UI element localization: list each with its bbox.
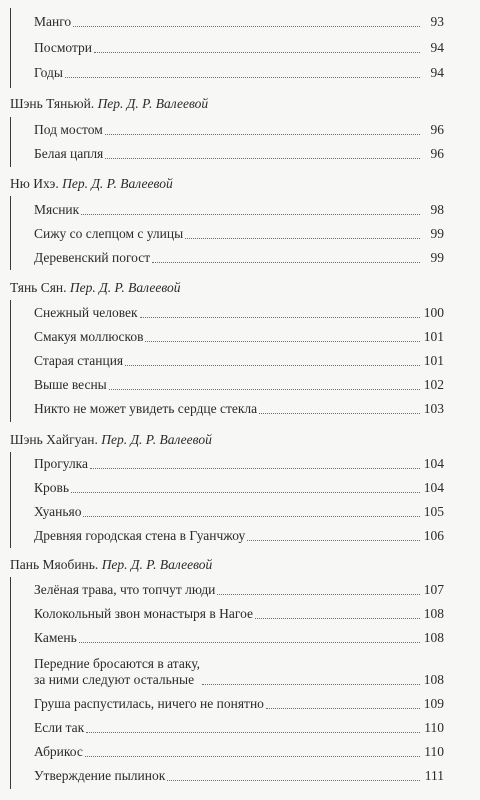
- dot-leader: [83, 516, 420, 517]
- entry-page: 96: [430, 146, 444, 161]
- entry-title: Если так: [34, 720, 85, 735]
- entry-page: 105: [423, 504, 444, 519]
- toc-entry[interactable]: [34, 14, 444, 30]
- entry-title: Древняя городская стена в Гуанчжоу: [34, 528, 246, 543]
- toc-entry[interactable]: [34, 696, 444, 712]
- dot-leader: [125, 365, 420, 366]
- dot-leader: [86, 732, 420, 733]
- toc-entry[interactable]: [34, 65, 444, 81]
- toc-entry[interactable]: [34, 504, 444, 520]
- dot-leader: [94, 52, 420, 53]
- section-rule: [10, 117, 11, 167]
- entry-page: 111: [424, 768, 444, 783]
- toc-entry[interactable]: [34, 122, 444, 138]
- dot-leader: [85, 756, 420, 757]
- dot-leader: [71, 492, 420, 493]
- author-heading: [10, 96, 208, 112]
- entry-title-line-2: за ними следуют остальные: [34, 672, 195, 687]
- entry-title: Колокольный звон монастыря в Нагое: [34, 606, 253, 621]
- translator: Пер. Д. Р. Валеевой: [101, 432, 212, 447]
- entry-page: 106: [423, 528, 444, 543]
- dot-leader: [65, 77, 420, 78]
- entry-title: Старая станция: [34, 353, 124, 368]
- dot-leader: [217, 594, 420, 595]
- toc-entry[interactable]: [34, 305, 444, 321]
- entry-page: 101: [423, 329, 444, 344]
- dot-leader: [81, 214, 420, 215]
- author-name: Тянь Сян.: [10, 280, 67, 295]
- toc-entry[interactable]: [34, 720, 444, 736]
- entry-title-line-1: Передние бросаются в атаку,: [34, 656, 200, 671]
- toc-entry[interactable]: [34, 353, 444, 369]
- author-heading: [10, 280, 181, 296]
- entry-page: 108: [423, 630, 444, 645]
- entry-page: 101: [423, 353, 444, 368]
- entry-page: 93: [430, 14, 444, 29]
- toc-entry[interactable]: [34, 582, 444, 598]
- entry-page: 108: [423, 672, 444, 687]
- author-heading: [10, 432, 212, 448]
- dot-leader: [247, 540, 420, 541]
- entry-title: Белая цапля: [34, 146, 104, 161]
- entry-title: Абрикос: [34, 744, 83, 759]
- entry-title: Никто не может увидеть сердце стекла: [34, 401, 258, 416]
- entry-page: 94: [430, 40, 444, 55]
- entry-page: 108: [423, 606, 444, 621]
- dot-leader: [109, 389, 420, 390]
- dot-leader: [145, 341, 420, 342]
- section-rule: [10, 196, 11, 270]
- toc-entry[interactable]: [34, 250, 444, 266]
- toc-entry[interactable]: [34, 377, 444, 393]
- entry-page: 100: [423, 305, 444, 320]
- toc-entry[interactable]: [34, 528, 444, 544]
- entry-page: 110: [424, 744, 444, 759]
- entry-page: 98: [430, 202, 444, 217]
- entry-title: [34, 656, 200, 688]
- entry-title: Годы: [34, 65, 63, 80]
- section-rule: [10, 300, 11, 422]
- entry-page: 104: [423, 480, 444, 495]
- entry-page: 94: [430, 65, 444, 80]
- dot-leader: [255, 618, 420, 619]
- dot-leader: [259, 413, 420, 414]
- section-rule: [10, 8, 11, 88]
- entry-page: 99: [430, 226, 444, 241]
- toc-entry[interactable]: [34, 226, 444, 242]
- author-name: Пань Мяобинь.: [10, 557, 99, 572]
- entry-title: Деревенский погост: [34, 250, 151, 265]
- entry-page: 104: [423, 456, 444, 471]
- dot-leader: [90, 468, 420, 469]
- toc-entry-multiline[interactable]: [34, 656, 444, 688]
- dot-leader: [140, 317, 420, 318]
- entry-title: Мясник: [34, 202, 80, 217]
- dot-leader: [185, 238, 420, 239]
- entry-page: 102: [423, 377, 444, 392]
- entry-title: Зелёная трава, что топчут люди: [34, 582, 216, 597]
- author-name: Ню Ихэ.: [10, 176, 59, 191]
- translator: Пер. Д. Р. Валеевой: [97, 96, 209, 111]
- dot-leader: [105, 158, 420, 159]
- toc-entry[interactable]: [34, 40, 444, 56]
- author-name: Шэнь Тяньюй.: [10, 96, 95, 111]
- entry-title: Груша распустилась, ничего не понятно: [34, 696, 264, 711]
- toc-entry[interactable]: [34, 146, 444, 162]
- section-rule: [10, 577, 11, 789]
- entry-title: Камень: [34, 630, 77, 645]
- toc-entry[interactable]: [34, 329, 444, 345]
- entry-title: Утверждение пылинок: [34, 768, 166, 783]
- entry-page: 107: [423, 582, 444, 597]
- toc-entry[interactable]: [34, 606, 444, 622]
- toc-entry[interactable]: [34, 401, 444, 417]
- section-rule: [10, 452, 11, 548]
- toc-entry[interactable]: [34, 744, 444, 760]
- toc-entry[interactable]: [34, 456, 444, 472]
- entry-title: Выше весны: [34, 377, 107, 392]
- entry-page: 110: [424, 720, 444, 735]
- translator: Пер. Д. Р. Валеевой: [101, 557, 213, 572]
- dot-leader: [79, 642, 420, 643]
- dot-leader: [73, 26, 420, 27]
- entry-page: 96: [430, 122, 444, 137]
- entry-title: Манго: [34, 14, 72, 29]
- entry-title: Сижу со слепцом с улицы: [34, 226, 184, 241]
- toc-entry[interactable]: [34, 480, 444, 496]
- dot-leader: [167, 780, 420, 781]
- translator: Пер. Д. Р. Валеевой: [62, 176, 173, 191]
- dot-leader: [152, 262, 420, 263]
- author-heading: [10, 557, 212, 573]
- author-name: Шэнь Хайгуан.: [10, 432, 98, 447]
- toc-entry[interactable]: [34, 202, 444, 218]
- entry-title: Под мостом: [34, 122, 103, 137]
- entry-title: Кровь: [34, 480, 70, 495]
- translator: Пер. Д. Р. Валеевой: [69, 280, 181, 295]
- entry-page: 109: [423, 696, 444, 711]
- entry-page: 103: [423, 401, 444, 416]
- entry-title: Прогулка: [34, 456, 89, 471]
- toc-entry[interactable]: [34, 768, 444, 784]
- dot-leader: [202, 684, 420, 685]
- entry-title: Хуаньяо: [34, 504, 82, 519]
- entry-title: Смакуя моллюсков: [34, 329, 144, 344]
- dot-leader: [266, 708, 420, 709]
- toc-entry[interactable]: [34, 630, 444, 646]
- entry-title: Снежный человек: [34, 305, 138, 320]
- entry-title: Посмотри: [34, 40, 92, 55]
- author-heading: [10, 176, 173, 192]
- entry-page: 99: [430, 250, 444, 265]
- dot-leader: [105, 134, 420, 135]
